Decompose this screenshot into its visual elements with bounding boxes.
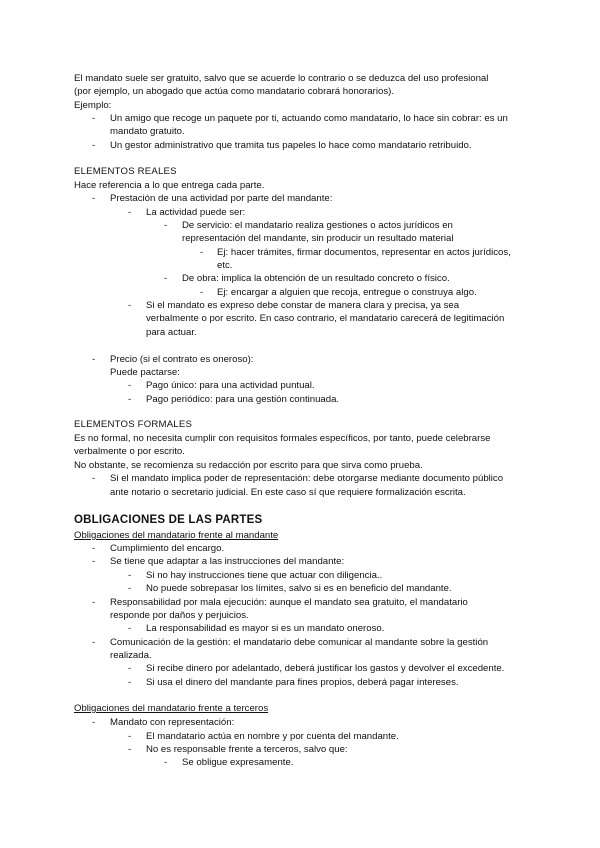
bullet-dash: - [128,380,132,391]
example-2: Un gestor administrativo que tramita tus papeles lo hace como mandatario retribuido. [110,140,472,151]
pactarse-label: Puede pactarse: [110,367,180,378]
responsabilidad-line-2: responde por daños y perjuicios. [110,610,249,621]
bullet-dash: - [92,717,96,728]
actividad-item: La actividad puede ser: [146,207,246,218]
obra-item: De obra: implica la obtención de un resultado concreto o físico. [182,273,450,284]
bullet-dash: - [200,287,204,298]
bullet-dash: - [92,556,96,567]
servicio-line-1: De servicio: el mandatario realiza gestiones o actos jurídicos en [182,220,453,231]
responsabilidad-mayor-item: La responsabilidad es mayor si es un mandato oneroso. [146,623,385,634]
formales-paragraph-line-1: Es no formal, no necesita cumplir con requisitos formales específicos, por tanto, puede celebrarse [74,433,491,444]
bullet-dash: - [92,354,96,365]
expreso-line-3: para actuar. [146,327,197,338]
bullet-dash: - [92,473,96,484]
representacion-line-2: ante notario o secretario judicial. En este caso sí que requiere formalización escrita. [110,487,466,498]
actua-en-nombre-item: El mandatario actúa en nombre y por cuenta del mandante. [146,731,399,742]
obra-example: Ej: encargar a alguien que recoja, entregue o construya algo. [217,287,477,298]
servicio-line-2: representación del mandante, sin producir un resultado material [182,233,454,244]
pago-periodico-item: Pago periódico: para una gestión continuada. [146,394,340,405]
example-1-line-1: Un amigo que recoge un paquete por ti, actuando como mandatario, lo hace sin cobrar: es un [110,113,508,124]
ejemplo-label: Ejemplo: [74,100,112,111]
representacion-line-1: Si el mandato implica poder de representación: debe otorgarse mediante documento público [110,473,504,484]
bullet-dash: - [128,394,132,405]
con-representacion-item: Mandato con representación: [110,717,235,728]
bullet-dash: - [92,113,96,124]
bullet-dash: - [92,637,96,648]
bullet-dash: - [92,193,96,204]
se-obligue-item: Se obligue expresamente. [182,757,294,768]
section-title-obligaciones: OBLIGACIONES DE LAS PARTES [74,514,263,526]
pago-unico-item: Pago único: para una actividad puntual. [146,380,315,391]
subsection-title-frente-terceros: Obligaciones del mandatario frente a terceros [74,703,269,714]
bullet-dash: - [164,757,168,768]
comunicacion-line-2: realizada. [110,650,152,661]
dinero-fines-propios-item: Si usa el dinero del mandante para fines propios, deberá pagar intereses. [146,677,459,688]
prestacion-item: Prestación de una actividad por parte del mandante: [110,193,333,204]
bullet-dash: - [128,623,132,634]
section-title-elementos-formales: ELEMENTOS FORMALES [74,419,193,430]
adaptar-item: Se tiene que adaptar a las instrucciones del mandante: [110,556,345,567]
dinero-adelantado-item: Si recibe dinero por adelantado, deberá justificar los gastos y devolver el excedente. [146,663,505,674]
sin-instrucciones-item: Si no hay instrucciones tiene que actuar con diligencia.. [146,570,383,581]
expreso-line-1: Si el mandato es expreso debe constar de manera clara y precisa, ya sea [146,300,460,311]
bullet-dash: - [92,543,96,554]
reales-intro: Hace referencia a lo que entrega cada parte. [74,180,265,191]
precio-item: Precio (si el contrato es oneroso): [110,354,254,365]
bullet-dash: - [128,663,132,674]
bullet-dash: - [92,597,96,608]
subsection-title-frente-mandante: Obligaciones del mandatario frente al mandante [74,530,279,541]
bullet-dash: - [128,744,132,755]
bullet-dash: - [128,300,132,311]
bullet-dash: - [128,207,132,218]
formales-paragraph-2: No obstante, se recomienza su redacción por escrito para que sirva como prueba. [74,460,423,471]
example-1-line-2: mandato gratuito. [110,126,185,137]
bullet-dash: - [164,273,168,284]
comunicacion-line-1: Comunicación de la gestión: el mandatario debe comunicar al mandante sobre la gestión [110,637,489,648]
cumplimiento-item: Cumplimiento del encargo. [110,543,225,554]
intro-paragraph-line-1: El mandato suele ser gratuito, salvo que se acuerde lo contrario o se deduzca del uso profesional [74,73,489,84]
servicio-example-line-2: etc. [217,260,233,271]
responsabilidad-line-1: Responsabilidad por mala ejecución: aunque el mandato sea gratuito, el mandatario [110,597,468,608]
bullet-dash: - [164,220,168,231]
formales-paragraph-line-2: verbalmente o por escrito. [74,446,185,457]
no-sobrepasar-item: No puede sobrepasar los límites, salvo si es en beneficio del mandante. [146,583,452,594]
bullet-dash: - [128,677,132,688]
no-responsable-item: No es responsable frente a terceros, salvo que: [146,744,348,755]
servicio-example-line-1: Ej: hacer trámites, firmar documentos, representar en actos jurídicos, [217,247,511,258]
bullet-dash: - [128,731,132,742]
bullet-dash: - [128,583,132,594]
expreso-line-2: verbalmente o por escrito. En caso contrario, el mandatario carecerá de legitimación [146,313,505,324]
bullet-dash: - [92,140,96,151]
section-title-elementos-reales: ELEMENTOS REALES [74,166,177,177]
bullet-dash: - [200,247,204,258]
bullet-dash: - [128,570,132,581]
intro-paragraph-line-2: (por ejemplo, un abogado que actúa como mandatario cobrará honorarios). [74,86,394,97]
